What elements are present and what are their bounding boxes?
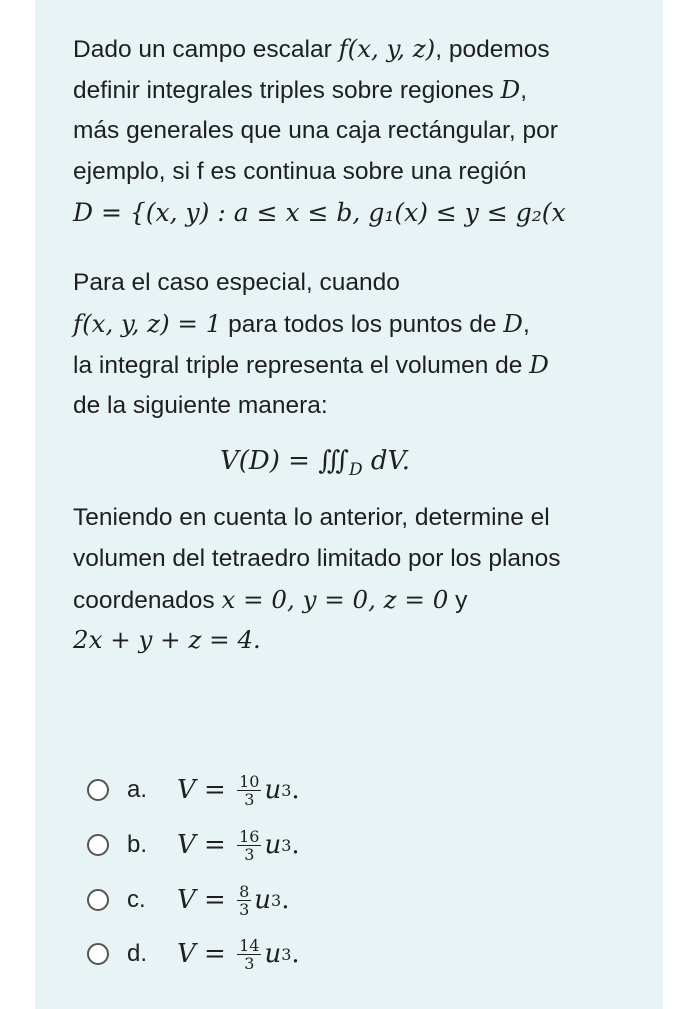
numerator: 16 [239,826,260,846]
period: . [291,775,300,805]
exponent: 3 [281,835,292,855]
text: , [522,311,530,338]
unit: u [254,885,272,915]
numerator: 8 [239,881,250,901]
text: , podemos [435,36,550,63]
unit: u [264,939,282,969]
math-eq: = [204,939,226,969]
paragraph-3-line-2: volumen del tetraedro limitado por los planos [73,545,561,572]
math-eq: = [204,775,226,805]
math-inline: f(x, y, z) = 1 [73,309,222,338]
unit: u [264,830,282,860]
math-inline: D [500,75,521,104]
paragraph-1-line-1 [73,34,550,65]
option-letter: c. [127,886,146,913]
text: y [448,587,468,614]
option-formula [177,828,300,863]
numerator: 14 [239,935,260,955]
radio-button[interactable] [87,779,109,801]
radio-button[interactable] [87,889,109,911]
option-formula [177,773,300,808]
text: , [520,77,528,104]
paragraph-2-line-2 [73,309,530,340]
radio-button[interactable] [87,834,109,856]
unit: u [264,775,282,805]
fraction [237,828,261,863]
paragraph-3-line-4: 2x + y + z = 4. [73,625,261,654]
math-var: V [177,830,196,860]
paragraph-1-line-2 [73,75,527,106]
denominator: 3 [239,899,250,919]
volume-formula [35,444,595,486]
math-display: dV. [362,446,410,476]
exponent: 3 [281,780,292,800]
denominator: 3 [244,953,255,973]
paragraph-1-line-4: ejemplo, si f es continua sobre una región [73,158,527,185]
paragraph-1-line-3: más generales que una caja rectángular, por [73,117,558,144]
math-inline: x = 0, y = 0, z = 0 [221,585,449,614]
radio-button[interactable] [87,943,109,965]
denominator: 3 [244,789,255,809]
period: . [291,830,300,860]
option-formula [177,883,290,918]
text: para todos los puntos de [221,311,504,338]
option-d[interactable] [87,934,300,974]
math-inline: D [503,309,523,338]
period: . [281,885,290,915]
denominator: 3 [244,844,255,864]
paragraph-3-line-3 [73,585,467,616]
math-var: V [177,775,196,805]
option-formula [177,937,300,972]
period: . [291,939,300,969]
option-c[interactable] [87,880,290,920]
option-letter: b. [127,831,148,858]
numerator: 10 [239,771,260,791]
math-subscript: D [348,460,363,480]
math-inline: f(x, y, z) [338,34,436,63]
text: Dado un campo escalar [73,36,339,63]
text: coordenados [73,587,222,614]
math-eq: = [204,830,226,860]
option-a[interactable] [87,770,300,810]
fraction [237,773,261,808]
math-var: V [177,885,196,915]
paragraph-2-line-3 [73,350,549,381]
math-inline: D [529,350,549,379]
fraction [237,937,261,972]
option-letter: d. [127,940,148,967]
text: definir integrales triples sobre regiones [73,77,501,104]
math-var: V [177,939,196,969]
option-b[interactable] [87,825,300,865]
text: la integral triple representa el volumen de [73,352,530,379]
exponent: 3 [271,890,282,910]
exponent: 3 [281,944,292,964]
question-card [35,0,663,1009]
math-eq: = [204,885,226,915]
paragraph-3-line-1: Teniendo en cuenta lo anterior, determine el [73,504,550,531]
paragraph-2-line-1: Para el caso especial, cuando [73,269,400,296]
fraction [237,883,251,918]
region-formula: D = {(x, y) : a ≤ x ≤ b, g₁(x) ≤ y ≤ g₂(x [73,198,566,227]
paragraph-2-line-4: de la siguiente manera: [73,392,328,419]
option-letter: a. [127,776,148,803]
math-display: V(D) = ∭ [219,446,349,476]
